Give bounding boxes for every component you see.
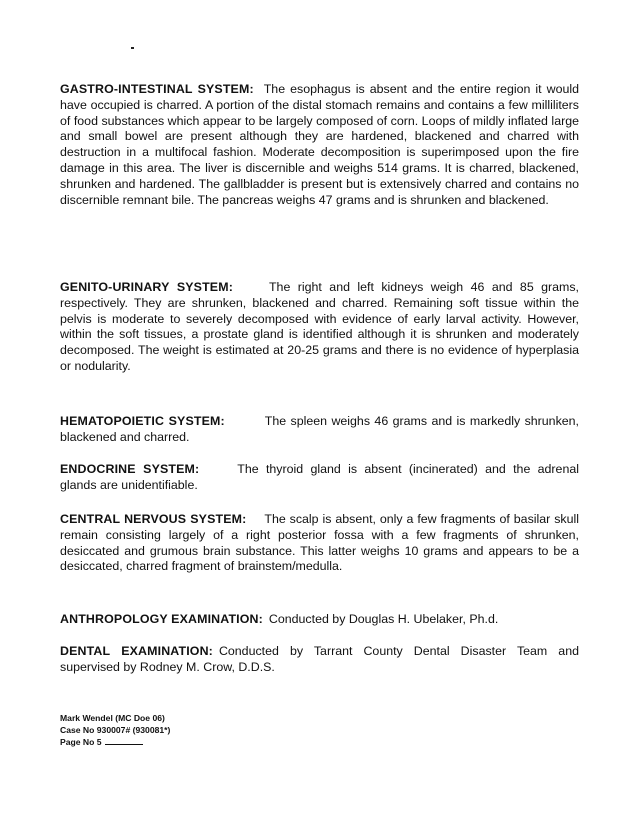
footer-case-number: Case No 930007# (930081*) (60, 724, 171, 735)
section-endocrine (60, 462, 579, 494)
section-heading: DENTAL EXAMINATION: (60, 644, 213, 658)
section-text: The right and left kidneys weigh 46 and 85 grams, respectively. They are shrunken, blackened and charred. Remaining soft tissue within the pelvis is moderate to severely decomposed with evidence of early larval activity. However, within the soft tissues, a prostate gland is identified although it is shrunken and moderately decomposed. The weight is estimated at 20-25 grams and there is no evidence of hyperplasia or nodularity. (60, 280, 580, 373)
footer-page-label: Page No 5 (60, 737, 102, 748)
section-genito-urinary (60, 280, 579, 375)
section-gastro-intestinal (60, 82, 579, 208)
section-heading: ANTHROPOLOGY EXAMINATION: (60, 612, 263, 626)
section-heading: GASTRO-INTESTINAL SYSTEM: (60, 82, 254, 96)
section-text: The thyroid gland is absent (incinerated) and the adrenal glands are unidentifiable. (60, 462, 579, 492)
section-heading: ENDOCRINE SYSTEM: (60, 462, 200, 476)
section-hematopoietic (60, 414, 579, 446)
section-text: The esophagus is absent and the entire region it would have occupied is charred. A portion of the distal stomach remains and contains a few milliliters of food substances which appear to be largely composed of corn. Loops of mildly inflated large and small bowel are present although they are hardened, blackened and charred with destruction in a multifocal fashion. Moderate decomposition is superimposed upon the fire damage in this area. The liver is discernible and weighs 514 grams. It is charred, blackened, shrunken and hardened. The gallbladder is present but is extensively charred and contains no discernible remnant bile. The pancreas weighs 47 grams and is shrunken and blackened. (60, 82, 579, 207)
page-footer (60, 713, 170, 749)
section-heading: CENTRAL NERVOUS SYSTEM: (60, 512, 247, 526)
page-number-blank (105, 736, 143, 745)
footer-case-name: Mark Wendel (MC Doe 06) (60, 713, 165, 723)
section-text: Conducted by Tarrant County Dental Disaster Team and supervised by Rodney M. Crow, D.D.S. (60, 644, 579, 674)
footer-page-number (60, 736, 170, 749)
section-dental (60, 644, 579, 676)
section-text: The scalp is absent, only a few fragments of basilar skull remain consisting largely of a right posterior fossa with a few fragments of shrunken, desiccated and grumous brain substance. This latter weighs 10 grams and appears to be a desiccated, charred fragment of brainstem/medulla. (60, 512, 579, 574)
section-heading: GENITO-URINARY SYSTEM: (60, 280, 233, 294)
section-central-nervous (60, 512, 579, 575)
section-text: The spleen weighs 46 grams and is markedly shrunken, blackened and charred. (60, 414, 579, 444)
section-heading: HEMATOPOIETIC SYSTEM: (60, 414, 225, 428)
scan-speck (131, 47, 134, 49)
section-text: Conducted by Douglas H. Ubelaker, Ph.d. (268, 612, 499, 626)
section-anthropology (60, 612, 579, 628)
